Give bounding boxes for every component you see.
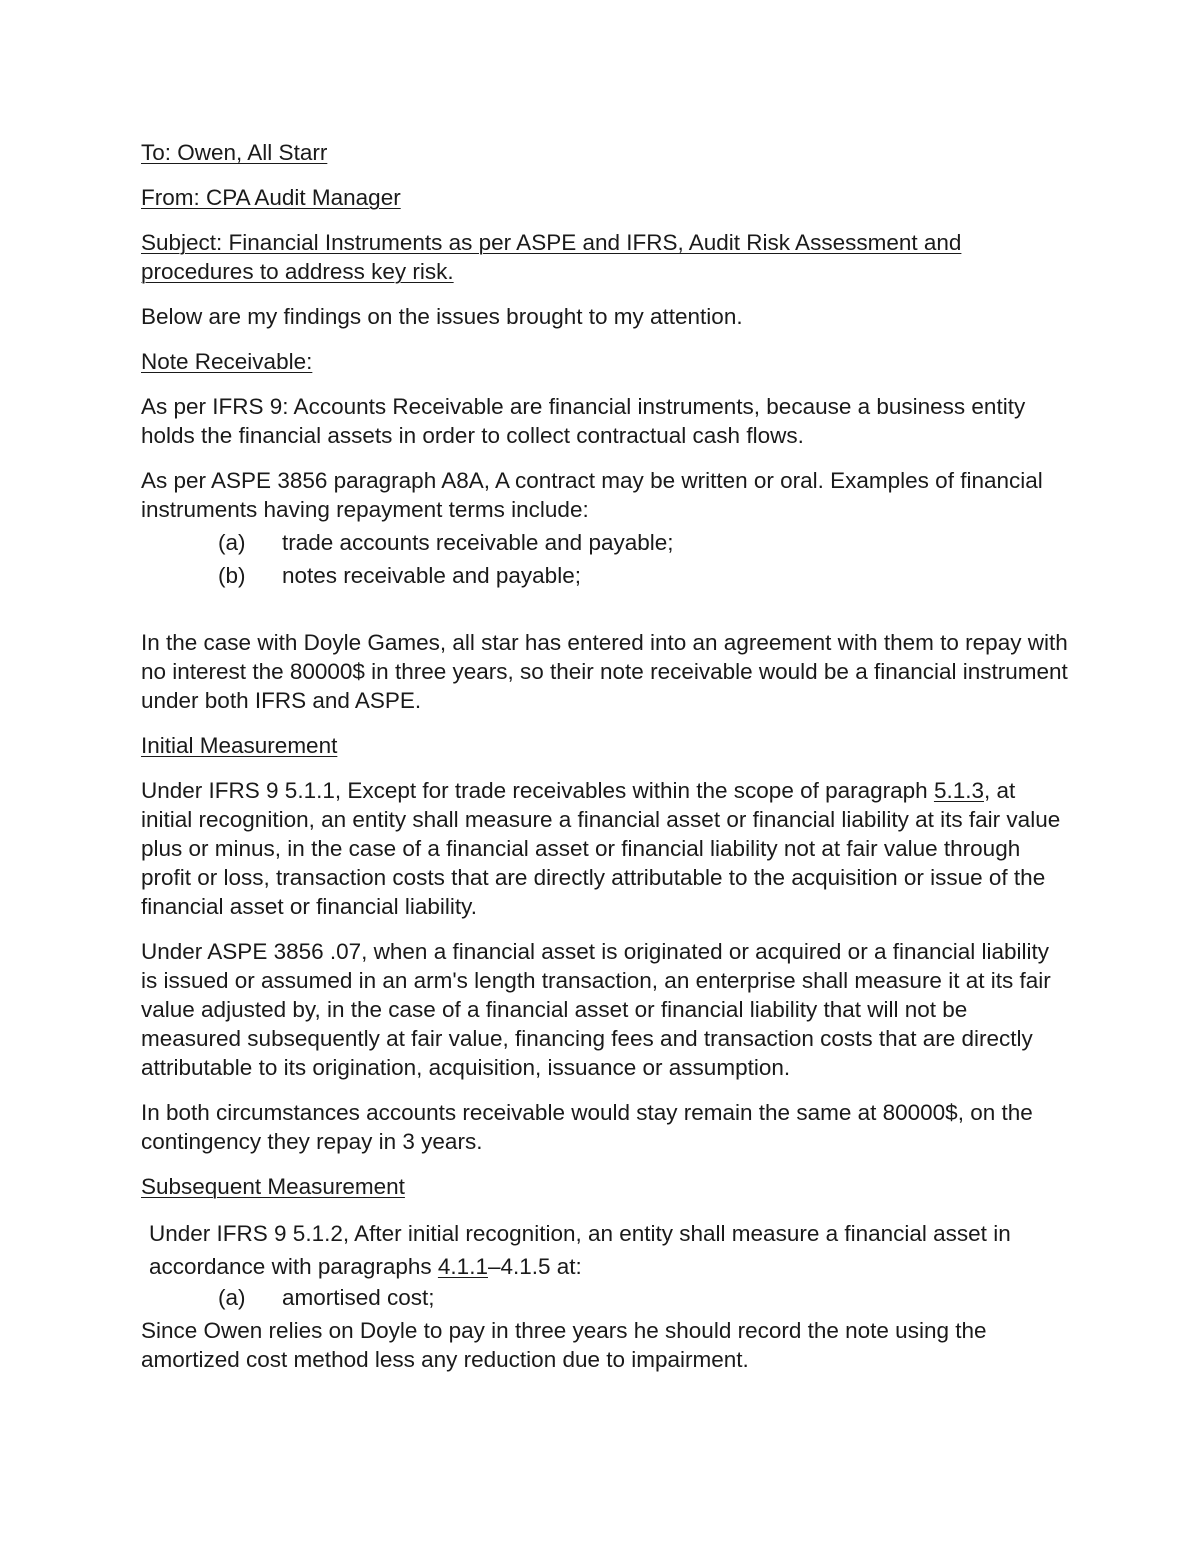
memo-to-line: To: Owen, All Starr	[141, 140, 328, 165]
memo-from-line: From: CPA Audit Manager	[141, 185, 401, 210]
paragraph-5-1-3-link[interactable]: 5.1.3	[933, 778, 984, 803]
paragraph-4-1-1-link[interactable]: 4.1.1	[437, 1254, 488, 1279]
list-marker: (a)	[218, 1285, 246, 1310]
repayment-terms-list	[141, 528, 1071, 594]
aspe-initial-paragraph: Under ASPE 3856 .07, when a financial asset is originated or acquired or a financial liability is issued or assumed in an arm's length transaction, an enterprise shall measure it at its fair value adjusted by, in the case of a financial asset or financial liability that will not be measured subsequently at fair value, financing fees and transaction costs that are directly attributable to its origination, acquisition, issuance or assumption.	[141, 939, 1051, 1080]
list-marker: (a)	[218, 530, 246, 555]
measurement-list	[141, 1283, 1071, 1316]
aspe3856-paragraph: As per ASPE 3856 paragraph A8A, A contract may be written or oral. Examples of financial instruments having repayment terms include:	[141, 468, 1043, 522]
initial-conclusion-paragraph: In both circumstances accounts receivable would stay remain the same at 80000$, on the contingency they repay in 3 years.	[141, 1100, 1033, 1154]
intro-paragraph: Below are my findings on the issues brought to my attention.	[141, 304, 743, 329]
ifrs-initial-text-end: , at initial recognition, an entity shall measure a financial asset or financial liability at its fair value plus or minus, in the case of a financial asset or financial liability not at fair value through profit or loss, transaction costs that are directly attributable to the acquisition or issue of the financial asset or financial liability.	[141, 778, 1061, 919]
initial-measurement-heading: Initial Measurement	[141, 733, 338, 758]
memo-document	[141, 138, 1071, 1374]
ifrs-initial-text-start: Under IFRS 9 5.1.1, Except for trade receivables within the scope of paragraph	[141, 778, 934, 803]
list-text: notes receivable and payable;	[282, 563, 581, 588]
doyle-games-paragraph: In the case with Doyle Games, all star has entered into an agreement with them to repay with no interest the 80000$ in three years, so their note receivable would be a financial instrument under both IFRS and ASPE.	[141, 630, 1068, 713]
list-item	[141, 561, 1071, 594]
subsequent-conclusion-paragraph: Since Owen relies on Doyle to pay in three years he should record the note using the amortized cost method less any reduction due to impairment.	[141, 1318, 987, 1372]
note-receivable-heading: Note Receivable:	[141, 349, 313, 374]
ifrs-subsequent-paragraph	[149, 1217, 1071, 1283]
subsequent-measurement-heading: Subsequent Measurement	[141, 1174, 405, 1199]
ifrs-subsequent-text-start: Under IFRS 9 5.1.2, After initial recognition, an entity shall measure a financial asset in accordance with paragraphs	[149, 1221, 1011, 1279]
list-marker: (b)	[218, 563, 246, 588]
list-text: trade accounts receivable and payable;	[282, 530, 674, 555]
ifrs-subsequent-text-end: –4.1.5 at:	[487, 1254, 582, 1279]
ifrs9-paragraph: As per IFRS 9: Accounts Receivable are financial instruments, because a business entity holds the financial assets in order to collect contractual cash flows.	[141, 394, 1026, 448]
list-text: amortised cost;	[282, 1285, 435, 1310]
ifrs-initial-paragraph	[141, 776, 1071, 921]
list-item	[141, 528, 1071, 561]
memo-subject-line: Subject: Financial Instruments as per ASPE and IFRS, Audit Risk Assessment and procedures to address key risk.	[141, 230, 962, 284]
list-item	[141, 1283, 1071, 1316]
